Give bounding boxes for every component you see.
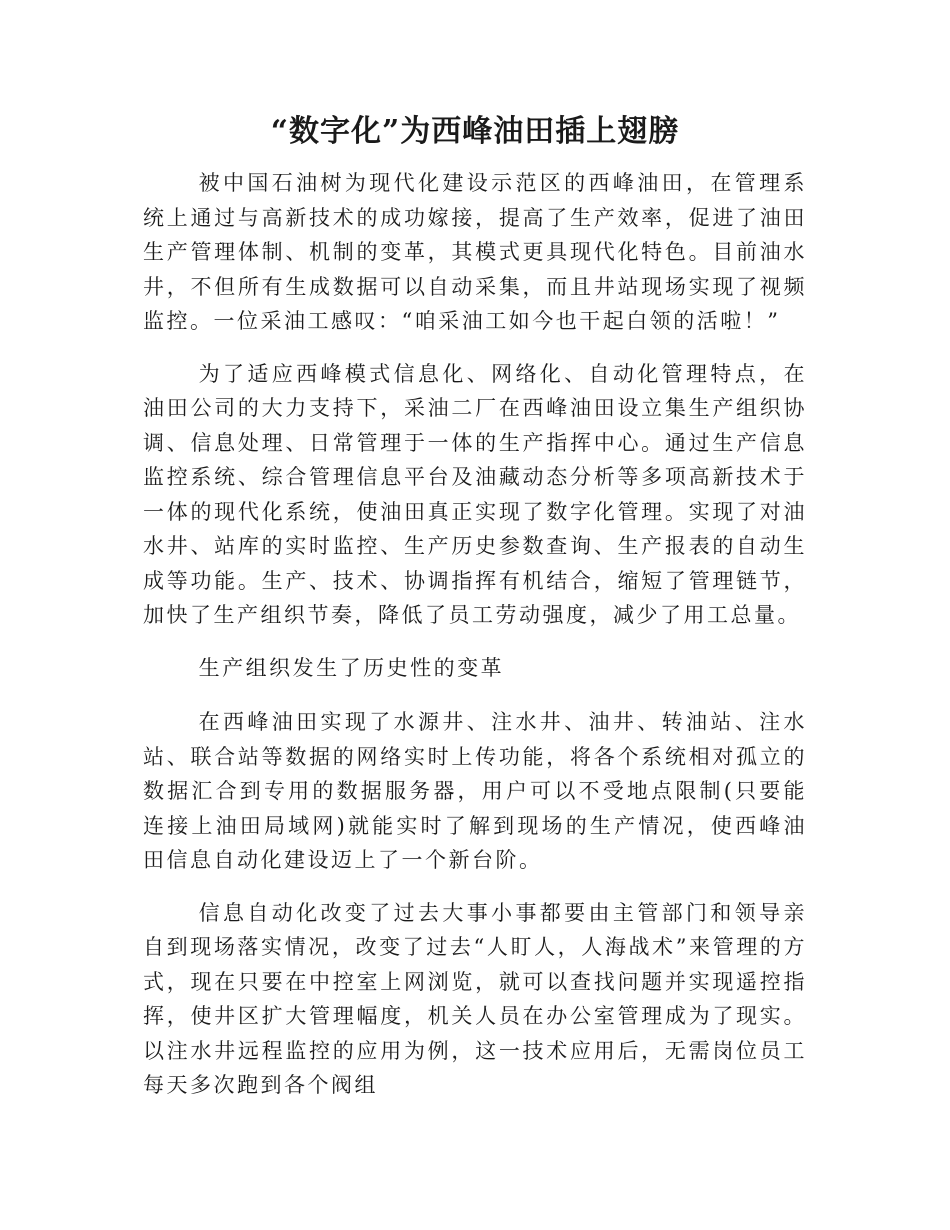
document-title: “数字化”为西峰油田插上翅膀 — [270, 114, 680, 149]
section-subheading: 生产组织发生了历史性的变革 — [198, 655, 505, 680]
paragraph-command-center: 为了适应西峰模式信息化、网络化、自动化管理特点，在油田公司的大力支持下，采油二厂在西峰油田设立集生产组织协调、信息处理、日常管理于一体的生产指挥中心。通过生产信息监控系统、综合管理信息平台及油藏动态分析等多项高新技术于一体的现代化系统，使油田真正实现了数字化管理。实现了对油水井、站库的实时监控、生产历史参数查询、生产报表的自动生成等功能。生产、技术、协调指挥有机结合，缩短了管理链节，加快了生产组织节奏，降低了员工劳动强度，减少了用工总量。 — [143, 361, 807, 627]
document-body — [143, 166, 807, 1121]
paragraph-intro: 被中国石油树为现代化建设示范区的西峰油田，在管理系统上通过与高新技术的成功嫁接，提高了生产效率，促进了油田生产管理体制、机制的变革，其模式更具现代化特色。目前油水井，不但所有生成数据可以自动采集，而且井站现场实现了视频监控。一位采油工感叹：“咱采油工如今也干起白领的活啦！” — [143, 171, 807, 333]
paragraph-remote-management: 信息自动化改变了过去大事小事都要由主管部门和领导亲自到现场落实情况，改变了过去“人盯人，人海战术”来管理的方式，现在只要在中控室上网浏览，就可以查找问题并实现遥控指挥，使井区扩大管理幅度，机关人员在办公室管理成为了现实。以注水井远程监控的应用为例，这一技术应用后，无需岗位员工每天多次跑到各个阀组 — [143, 900, 807, 1097]
paragraph-data-upload: 在西峰油田实现了水源井、注水井、油井、转油站、注水站、联合站等数据的网络实时上传功能，将各个系统相对孤立的数据汇合到专用的数据服务器，用户可以不受地点限制(只要能连接上油田局域网)就能实时了解到现场的生产情况，使西峰油田信息自动化建设迈上了一个新台阶。 — [143, 710, 807, 872]
